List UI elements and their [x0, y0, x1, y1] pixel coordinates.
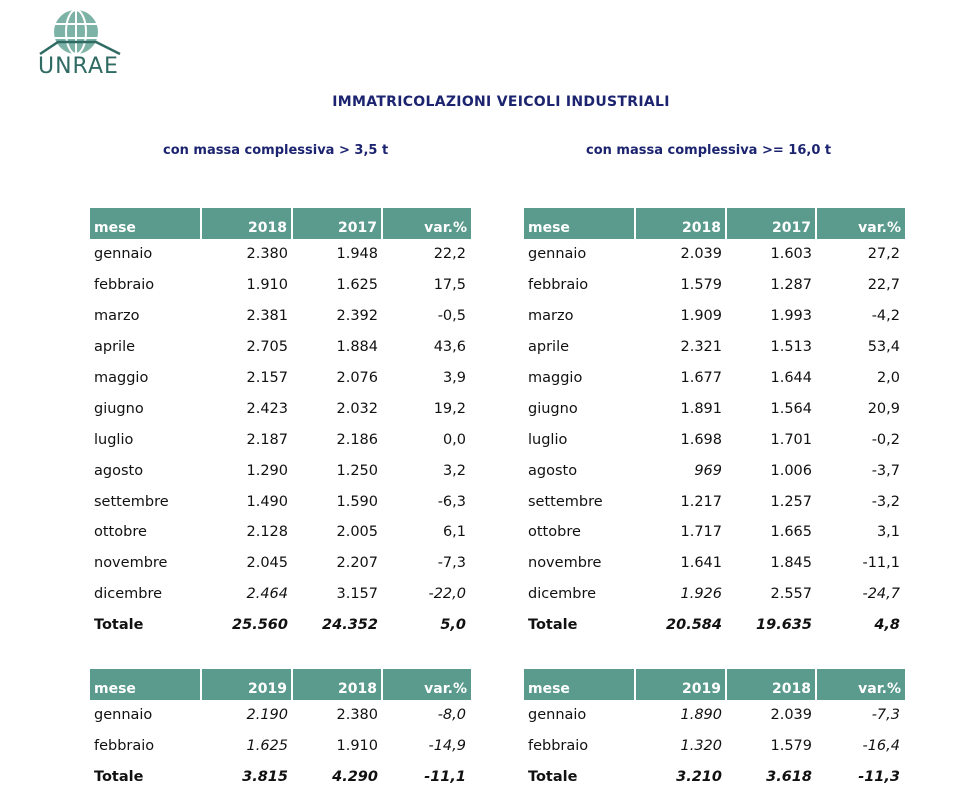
cell-value-b: 1.948 [336, 246, 378, 263]
cell-value-b: 1.993 [770, 308, 812, 325]
table-row [90, 486, 471, 517]
cell-variation: 27,2 [867, 246, 900, 263]
header-cell-month: mese [90, 208, 202, 239]
cell-value-a: 2.423 [246, 400, 288, 417]
cell-value-b: 1.644 [770, 370, 812, 386]
cell-month: aprile [94, 339, 136, 356]
cell-value-b: 1.845 [770, 555, 812, 572]
cell-month: gennaio [94, 246, 153, 263]
cell-variation: -0,5 [437, 308, 466, 325]
cell-variation: 53,4 [867, 339, 900, 356]
header-cell-variation: var.% [383, 208, 471, 239]
cell-value-b: 1.910 [336, 738, 378, 755]
cell-value-a: 1.677 [680, 370, 722, 386]
cell-month: novembre [528, 555, 602, 572]
cell-value-a: 2.464 [246, 586, 288, 603]
cell-value-a: 1.698 [680, 431, 722, 448]
total-cell-variation: 4,8 [874, 617, 900, 634]
table-row [90, 393, 471, 424]
total-cell-value-b: 3.618 [766, 769, 812, 786]
cell-variation: -24,7 [862, 586, 900, 603]
table-header [524, 208, 905, 239]
cell-month: giugno [528, 400, 578, 417]
cell-value-b: 1.006 [770, 462, 812, 479]
cell-value-a: 969 [694, 462, 722, 479]
table-row [524, 270, 905, 301]
table-row [524, 579, 905, 610]
unrae-logo [36, 8, 136, 80]
cell-value-a: 1.320 [680, 738, 722, 755]
total-row [524, 762, 905, 793]
cell-month: ottobre [528, 524, 581, 541]
table-row [524, 455, 905, 486]
table-row [90, 332, 471, 363]
header-cell-month: mese [90, 669, 202, 700]
cell-month: febbraio [94, 277, 155, 294]
cell-value-b: 2.005 [336, 524, 378, 541]
cell-month: gennaio [94, 707, 153, 724]
cell-variation: -6,3 [437, 493, 466, 510]
total-cell-value-b: 24.352 [322, 617, 378, 634]
cell-value-a: 2.380 [246, 246, 288, 263]
cell-value-b: 2.380 [336, 707, 378, 724]
cell-month: giugno [94, 400, 144, 417]
table-row [524, 424, 905, 455]
table-row [524, 700, 905, 731]
header-cell-value-b: 2017 [727, 208, 817, 239]
table-right-2019 [524, 669, 905, 793]
table-left-2018 [90, 208, 471, 641]
cell-month: luglio [528, 431, 568, 448]
cell-value-a: 2.381 [246, 308, 288, 325]
cell-variation: -14,9 [428, 738, 466, 755]
cell-variation: -7,3 [437, 555, 466, 572]
cell-variation: 3,1 [876, 524, 900, 541]
cell-value-b: 2.039 [770, 707, 812, 724]
cell-value-a: 1.717 [680, 524, 722, 541]
table-row [90, 239, 471, 270]
cell-variation: 0,0 [442, 431, 466, 448]
table-row [524, 332, 905, 363]
cell-month: gennaio [528, 707, 587, 724]
cell-value-b: 2.392 [336, 308, 378, 325]
cell-month: febbraio [528, 738, 589, 755]
table-row [90, 517, 471, 548]
cell-value-b: 1.250 [336, 462, 378, 479]
cell-value-a: 2.039 [680, 246, 722, 263]
table-row [524, 363, 905, 394]
header-cell-value-a: 2018 [202, 208, 293, 239]
cell-month: agosto [94, 462, 144, 479]
cell-value-a: 1.290 [246, 462, 288, 479]
cell-month: agosto [528, 462, 578, 479]
total-cell-month: Totale [528, 617, 578, 634]
cell-value-a: 1.926 [680, 586, 722, 603]
cell-value-a: 1.891 [680, 400, 722, 417]
header-cell-month: mese [524, 669, 636, 700]
total-row [90, 610, 471, 641]
cell-variation: -22,0 [428, 586, 466, 603]
cell-variation: 3,9 [442, 370, 466, 386]
table-row [90, 700, 471, 731]
subtitle-left: con massa complessiva > 3,5 t [163, 143, 389, 158]
cell-value-b: 1.884 [336, 339, 378, 356]
cell-value-b: 1.564 [770, 400, 812, 417]
header-cell-value-b: 2018 [727, 669, 817, 700]
table-row [524, 731, 905, 762]
total-cell-month: Totale [94, 617, 144, 634]
cell-variation: 6,1 [442, 524, 466, 541]
table-row [524, 517, 905, 548]
cell-value-a: 1.625 [246, 738, 288, 755]
table-row [90, 731, 471, 762]
cell-value-a: 1.579 [680, 277, 722, 294]
cell-variation: -3,2 [871, 493, 900, 510]
header-cell-value-b: 2017 [293, 208, 383, 239]
header-cell-value-a: 2019 [636, 669, 727, 700]
cell-month: gennaio [528, 246, 587, 263]
cell-value-a: 2.187 [246, 431, 288, 448]
cell-value-b: 2.032 [336, 400, 378, 417]
cell-value-a: 2.321 [680, 339, 722, 356]
total-cell-value-a: 25.560 [232, 617, 288, 634]
table-header [90, 669, 471, 700]
cell-variation: -8,0 [437, 707, 466, 724]
cell-value-b: 1.257 [770, 493, 812, 510]
total-cell-variation: -11,1 [424, 769, 466, 786]
cell-variation: 22,2 [433, 246, 466, 263]
cell-variation: 43,6 [433, 339, 466, 356]
total-cell-value-a: 3.210 [676, 769, 722, 786]
cell-value-a: 1.217 [680, 493, 722, 510]
total-cell-value-a: 20.584 [666, 617, 722, 634]
table-row [524, 239, 905, 270]
cell-value-b: 2.186 [336, 431, 378, 448]
cell-value-b: 1.701 [770, 431, 812, 448]
header-cell-variation: var.% [817, 669, 905, 700]
cell-value-a: 2.190 [246, 707, 288, 724]
cell-value-a: 1.890 [680, 707, 722, 724]
cell-variation: -11,1 [862, 555, 900, 572]
cell-variation: 19,2 [433, 400, 466, 417]
cell-variation: -0,2 [871, 431, 900, 448]
cell-value-b: 1.590 [336, 493, 378, 510]
cell-value-b: 2.076 [336, 370, 378, 386]
cell-month: dicembre [528, 586, 597, 603]
cell-value-a: 2.128 [246, 524, 288, 541]
header-cell-variation: var.% [817, 208, 905, 239]
cell-month: settembre [528, 493, 603, 510]
total-cell-variation: 5,0 [440, 617, 466, 634]
cell-value-b: 1.287 [770, 277, 812, 294]
subtitle-right: con massa complessiva >= 16,0 t [586, 143, 832, 158]
table-header [90, 208, 471, 239]
total-cell-month: Totale [528, 769, 578, 786]
cell-month: ottobre [94, 524, 147, 541]
table-row [524, 301, 905, 332]
cell-variation: 22,7 [867, 277, 900, 294]
cell-value-a: 1.909 [680, 308, 722, 325]
table-row [90, 455, 471, 486]
cell-month: febbraio [528, 277, 589, 294]
header-cell-value-a: 2018 [636, 208, 727, 239]
table-left-2019 [90, 669, 471, 793]
table-right-2018 [524, 208, 905, 641]
cell-value-a: 1.641 [680, 555, 722, 572]
cell-month: febbraio [94, 738, 155, 755]
cell-value-b: 1.603 [770, 246, 812, 263]
cell-month: marzo [94, 308, 140, 325]
total-cell-value-b: 19.635 [756, 617, 812, 634]
cell-variation: 20,9 [867, 400, 900, 417]
cell-month: maggio [94, 370, 149, 386]
total-cell-value-a: 3.815 [242, 769, 288, 786]
cell-variation: 17,5 [433, 277, 466, 294]
table-row [524, 486, 905, 517]
cell-value-b: 2.207 [336, 555, 378, 572]
table-row [524, 393, 905, 424]
table-row [524, 548, 905, 579]
cell-variation: -7,3 [871, 707, 900, 724]
cell-value-b: 2.557 [770, 586, 812, 603]
cell-value-a: 1.490 [246, 493, 288, 510]
cell-month: novembre [94, 555, 168, 572]
table-row [90, 363, 471, 394]
header-cell-month: mese [524, 208, 636, 239]
table-row [90, 424, 471, 455]
cell-variation: 3,2 [442, 462, 466, 479]
table-row [90, 579, 471, 610]
cell-variation: -4,2 [871, 308, 900, 325]
table-row [90, 548, 471, 579]
cell-variation: -3,7 [871, 462, 900, 479]
total-row [90, 762, 471, 793]
cell-month: settembre [94, 493, 169, 510]
total-cell-variation: -11,3 [858, 769, 900, 786]
header-cell-value-a: 2019 [202, 669, 293, 700]
total-cell-value-b: 4.290 [332, 769, 378, 786]
cell-value-a: 2.157 [246, 370, 288, 386]
cell-month: maggio [528, 370, 583, 386]
cell-month: dicembre [94, 586, 163, 603]
cell-value-b: 1.513 [770, 339, 812, 356]
cell-variation: -16,4 [862, 738, 900, 755]
page-title: IMMATRICOLAZIONI VEICOLI INDUSTRIALI [332, 94, 670, 110]
total-cell-month: Totale [94, 769, 144, 786]
cell-value-b: 1.579 [770, 738, 812, 755]
cell-value-b: 1.665 [770, 524, 812, 541]
cell-value-a: 2.045 [246, 555, 288, 572]
total-row [524, 610, 905, 641]
table-row [90, 301, 471, 332]
header-cell-value-b: 2018 [293, 669, 383, 700]
cell-month: aprile [528, 339, 570, 356]
cell-variation: 2,0 [876, 370, 900, 386]
logo-text: UNRAE [38, 54, 119, 79]
cell-value-a: 2.705 [246, 339, 288, 356]
table-row [90, 270, 471, 301]
cell-month: marzo [528, 308, 574, 325]
header-cell-variation: var.% [383, 669, 471, 700]
cell-value-b: 1.625 [336, 277, 378, 294]
cell-month: luglio [94, 431, 134, 448]
cell-value-a: 1.910 [246, 277, 288, 294]
table-header [524, 669, 905, 700]
cell-value-b: 3.157 [336, 586, 378, 603]
